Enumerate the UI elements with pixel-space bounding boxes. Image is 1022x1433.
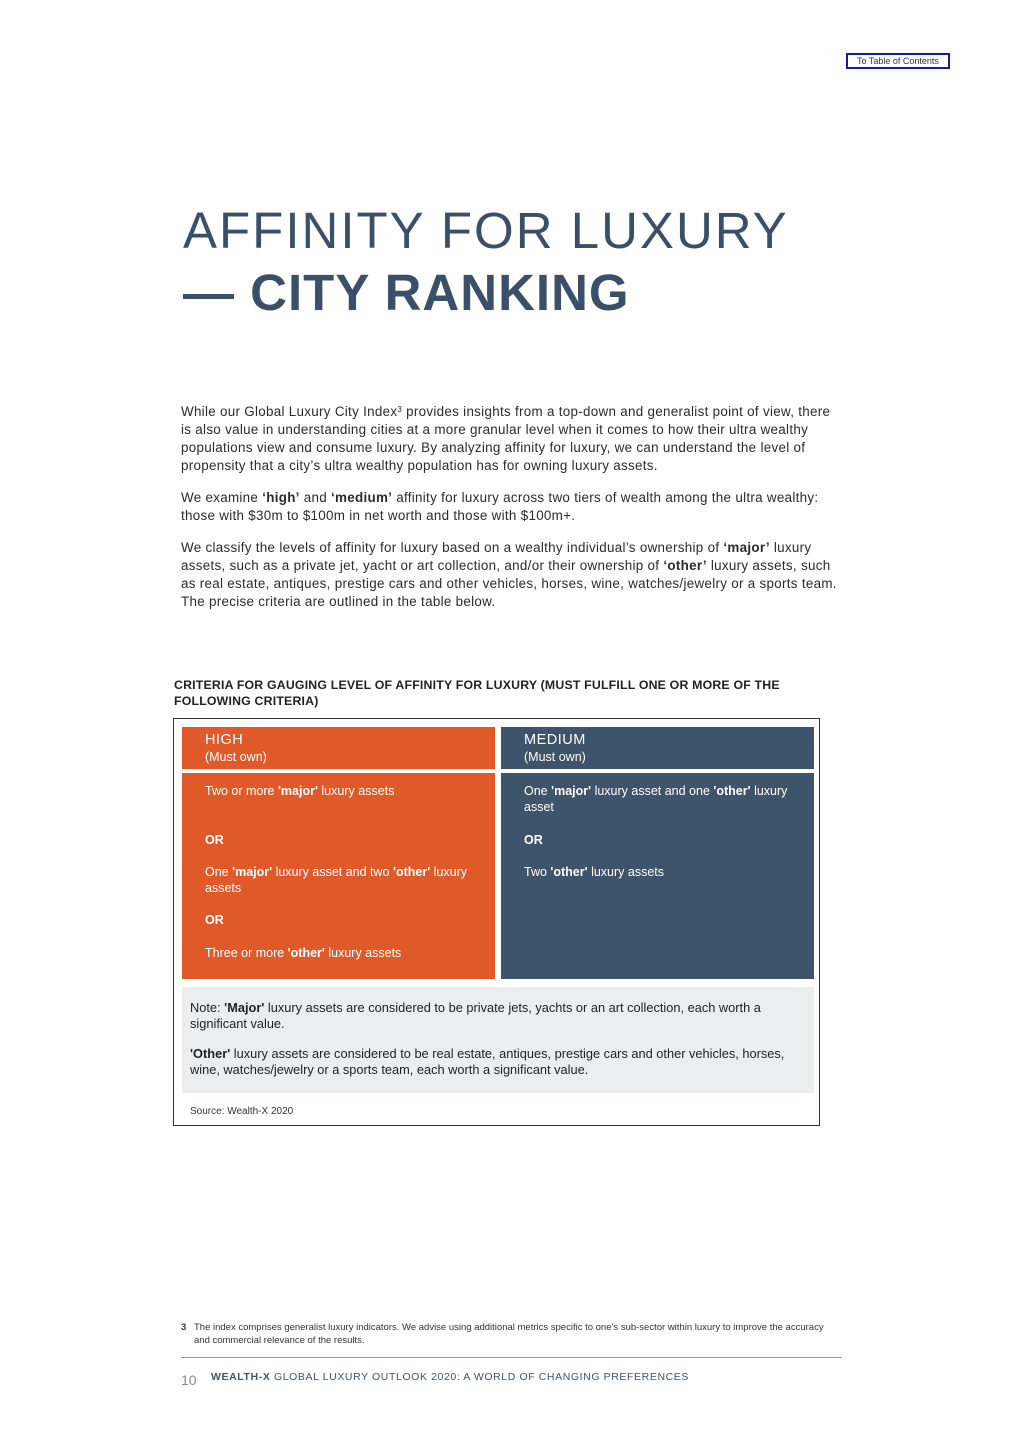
- high-criterion-1: [205, 783, 475, 799]
- high-r2-b: 'major': [232, 865, 273, 879]
- p2-text-b: and: [299, 490, 331, 505]
- high-r3-a: Three or more: [205, 946, 288, 960]
- high-r3-b: 'other': [287, 946, 325, 960]
- p2-text-a: We examine: [181, 490, 263, 505]
- medium-heading: MEDIUM: [524, 732, 586, 748]
- high-or-1: [205, 832, 475, 848]
- high-criterion-3: [205, 945, 475, 961]
- high-r2-c: luxury asset and two: [272, 865, 393, 879]
- p2-high: ‘high’: [262, 490, 300, 505]
- high-criteria: [182, 773, 495, 979]
- note-other-text: luxury assets are considered to be real estate, antiques, prestige cars and other vehicles, horses, wine, watches/jewelry or a sports team, each worth a significant value.: [190, 1046, 785, 1077]
- medium-subheading: (Must own): [524, 750, 586, 764]
- medium-criterion-2: [524, 864, 794, 880]
- high-criterion-2: [205, 864, 475, 896]
- publication-name: GLOBAL LUXURY OUTLOOK 2020: A WORLD OF CHANGING PREFERENCES: [270, 1371, 690, 1383]
- medium-header: [501, 727, 814, 769]
- footnote-number: 3: [181, 1322, 187, 1333]
- high-r2-a: One: [205, 865, 233, 879]
- high-heading: HIGH: [205, 732, 244, 748]
- p3-other: ‘other’: [663, 558, 707, 573]
- footnote-ref: 3: [397, 405, 403, 414]
- paragraph-3: [181, 539, 843, 611]
- table-note: [182, 987, 814, 1093]
- high-or-2: [205, 912, 475, 928]
- medium-r1-b: 'major': [551, 784, 592, 798]
- intro-text: [181, 403, 843, 625]
- title-line-1: AFFINITY FOR LUXURY: [183, 202, 789, 259]
- medium-criterion-1: [524, 783, 794, 815]
- medium-r2-a: Two: [524, 865, 551, 879]
- toc-link[interactable]: To Table of Contents: [846, 53, 950, 69]
- high-header: [182, 727, 495, 769]
- medium-r2-c: luxury assets: [587, 865, 665, 879]
- high-r1-a: Two or more: [205, 784, 278, 798]
- high-r1-c: luxury assets: [317, 784, 395, 798]
- note-major-label: 'Major': [224, 1000, 265, 1015]
- publication-title: [211, 1371, 689, 1383]
- table-title: CRITERIA FOR GAUGING LEVEL OF AFFINITY FOR LUXURY (MUST FULFILL ONE OR MORE OF THE FOLLOWING CRITERIA): [174, 678, 780, 708]
- title-line-2: — CITY RANKING: [183, 264, 630, 321]
- high-or2-text: OR: [205, 913, 224, 927]
- medium-or1-text: OR: [524, 833, 543, 847]
- p3-text-c: luxury assets, such as real estate, antiques, prestige cars and other vehicles, horses, wine, watches/jewelry or a sports team. The precise criteria are outlined in the table below.: [181, 558, 837, 609]
- medium-or-1: [524, 832, 794, 848]
- p3-major: ‘major’: [723, 540, 770, 555]
- note-other-label: 'Other': [190, 1046, 231, 1061]
- medium-r2-b: 'other': [550, 865, 588, 879]
- high-or1-text: OR: [205, 833, 224, 847]
- high-r2-d: 'other': [393, 865, 431, 879]
- footnote: [181, 1321, 841, 1347]
- publication-brand: WEALTH-X: [211, 1371, 271, 1383]
- medium-r1-e: luxury asset: [524, 784, 788, 814]
- note-prefix: Note:: [190, 1000, 225, 1015]
- footer-divider: [181, 1357, 842, 1358]
- high-r1-b: 'major': [277, 784, 318, 798]
- p1-text-a: While our Global Luxury City Index: [181, 404, 398, 419]
- criteria-table: [173, 718, 820, 1126]
- table-source: Source: Wealth-X 2020: [190, 1106, 294, 1117]
- p2-medium: ‘medium’: [331, 490, 393, 505]
- p3-text-a: We classify the levels of affinity for luxury based on a wealthy individual’s ownership of: [181, 540, 724, 555]
- high-r2-e: luxury assets: [205, 865, 468, 895]
- medium-r1-a: One: [524, 784, 552, 798]
- page-title: [183, 200, 789, 324]
- p3-text-b: luxury assets, such as a private jet, yacht or art collection, and/or their ownership of: [181, 540, 812, 573]
- note-major: [190, 1000, 806, 1032]
- high-subheading: (Must own): [205, 750, 267, 764]
- paragraph-2: [181, 489, 843, 525]
- high-r3-c: luxury assets: [324, 946, 402, 960]
- footnote-text: The index comprises generalist luxury indicators. We advise using additional metrics specific to one’s sub-sector within luxury to improve the accuracy and commercial relevance of the results.: [194, 1322, 824, 1346]
- note-major-text: luxury assets are considered to be private jets, yachts or an art collection, each worth a significant value.: [190, 1000, 761, 1031]
- page-number: 10: [181, 1372, 197, 1388]
- note-other: [190, 1046, 806, 1078]
- p2-text-c: affinity for luxury across two tiers of wealth among the ultra wealthy: those with $30m to $100m in net worth and those with $100m+.: [181, 490, 819, 523]
- medium-r1-d: 'other': [713, 784, 751, 798]
- medium-criteria: [501, 773, 814, 979]
- paragraph-1: [181, 403, 843, 475]
- p1-text-b: provides insights from a top-down and generalist point of view, there is also value in understanding cities at a more granular level when it comes to how their ultra wealthy populations view and consume luxury. By analyzing affinity for luxury, we can understand the level of propensity that a city’s ultra wealthy population has for owning luxury assets.: [181, 404, 831, 473]
- medium-r1-c: luxury asset and one: [591, 784, 714, 798]
